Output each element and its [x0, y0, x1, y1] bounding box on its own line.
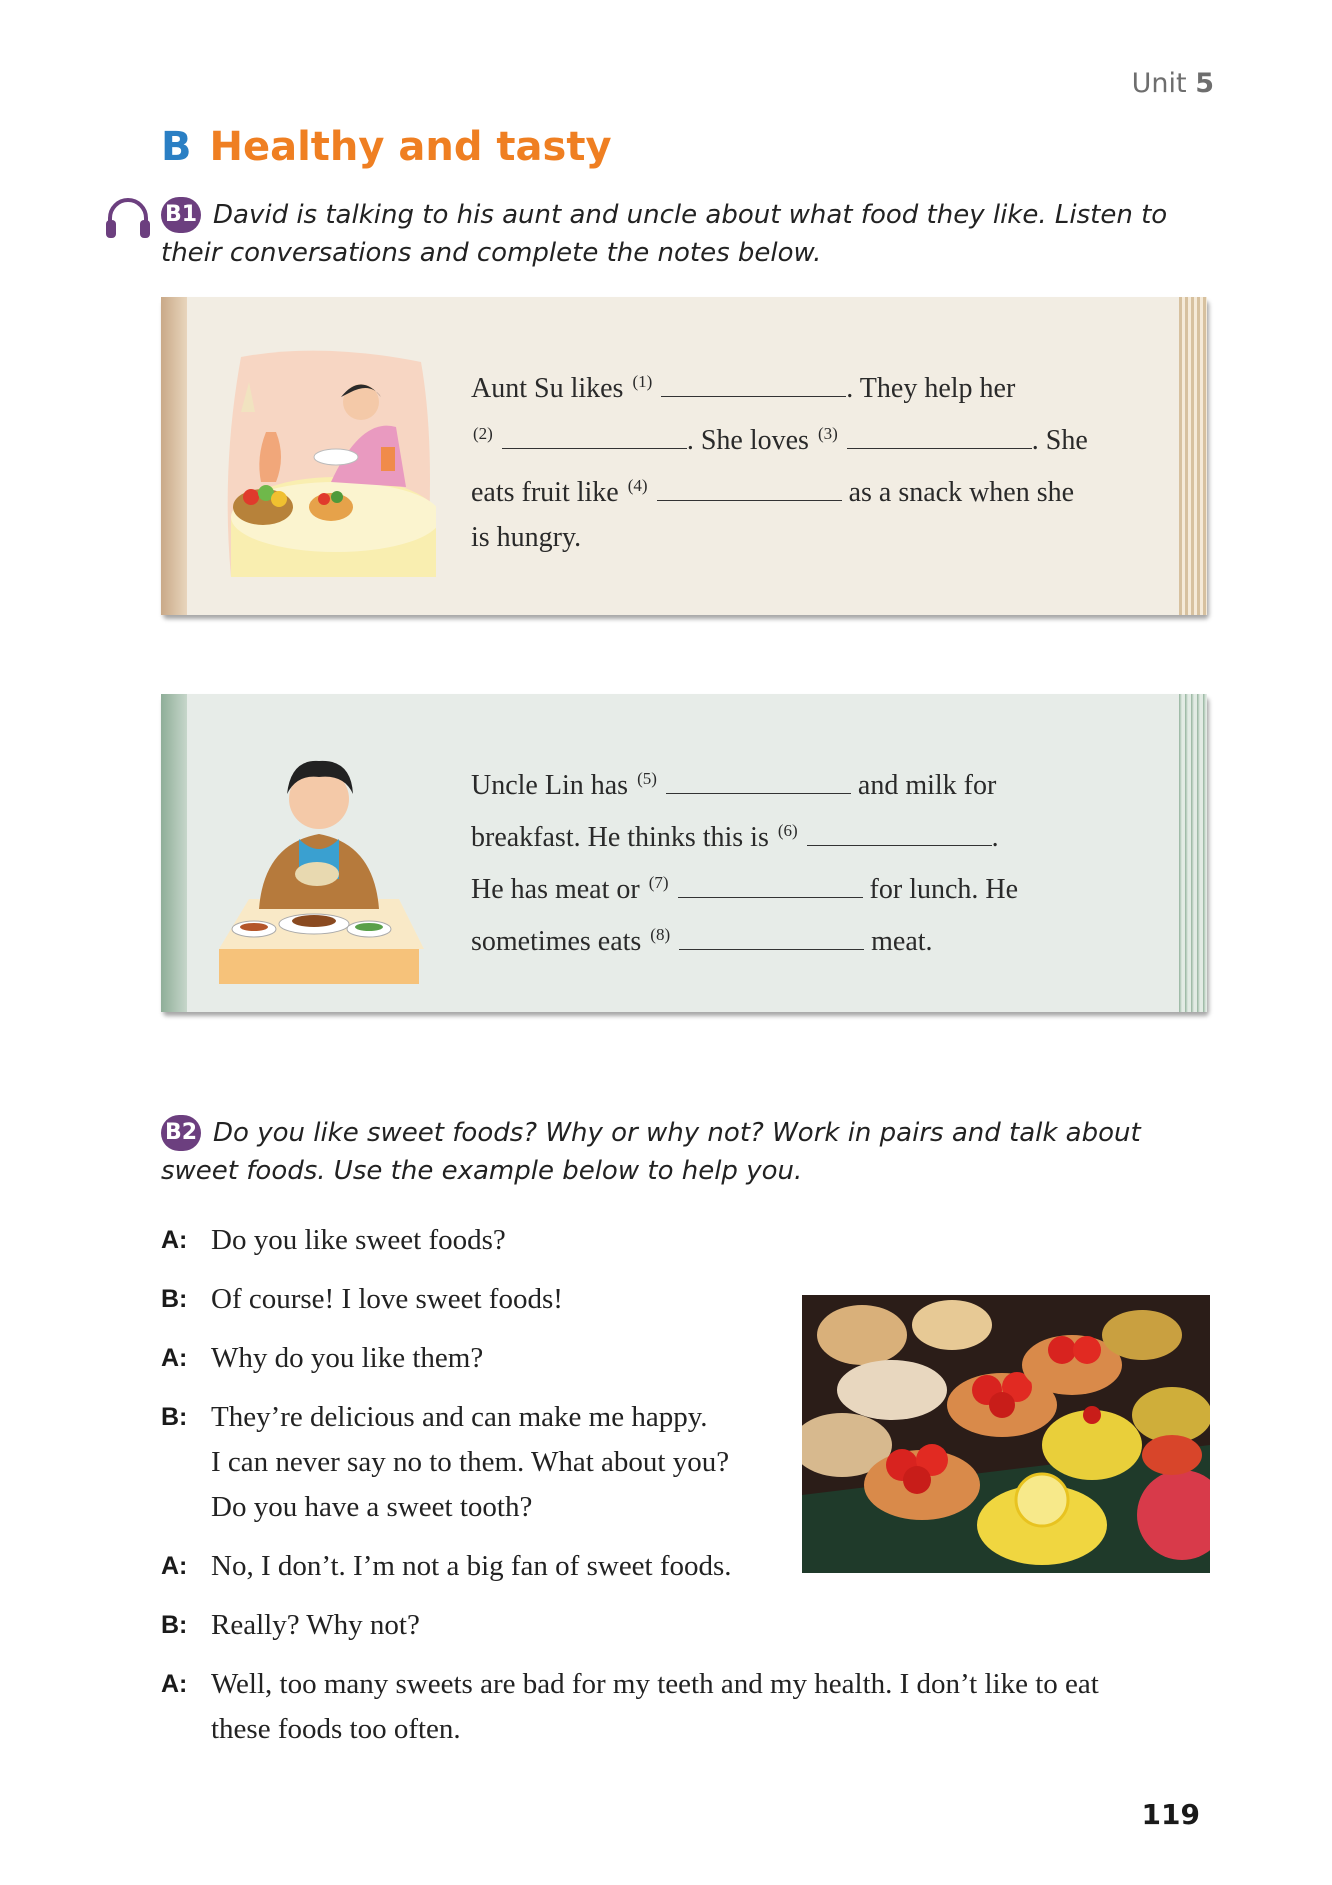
- note-text: . She loves: [686, 425, 809, 456]
- blank-number: (3): [817, 424, 838, 443]
- note-text: Aunt Su likes: [471, 373, 624, 404]
- note2-line-1: [471, 756, 1151, 808]
- section-heading: [161, 124, 612, 170]
- page-number: 119: [1141, 1798, 1200, 1831]
- note1-line-2: [471, 411, 1151, 463]
- note-text: and milk for: [857, 770, 997, 801]
- speech-text: Do you have a sweet tooth?: [211, 1491, 533, 1523]
- speaker-label: A:: [161, 1552, 188, 1580]
- speech-text: Of course! I love sweet foods!: [211, 1283, 563, 1315]
- note-text: .: [991, 822, 999, 853]
- speaker-label: B:: [161, 1285, 188, 1313]
- note-text: for lunch. He: [869, 874, 1019, 905]
- speech-text: Really? Why not?: [211, 1609, 420, 1641]
- answer-blank-8[interactable]: [679, 927, 864, 950]
- speaker-label: A:: [161, 1670, 188, 1698]
- speech-text: Why do you like them?: [211, 1342, 484, 1374]
- answer-blank-7[interactable]: [678, 875, 863, 898]
- b2-instruction: [161, 1114, 1221, 1190]
- note1-line-3: [471, 463, 1151, 515]
- speaker-label: A:: [161, 1344, 188, 1372]
- speaker-label: B:: [161, 1611, 188, 1639]
- speaker-label: A:: [161, 1226, 188, 1254]
- unit-label: [1132, 68, 1214, 99]
- note-text: Uncle Lin has: [471, 770, 629, 801]
- answer-blank-4[interactable]: [657, 478, 842, 501]
- dialogue-line: [161, 1603, 1099, 1648]
- note-text: breakfast. He thinks this is: [471, 822, 769, 853]
- blank-number: (6): [777, 821, 798, 840]
- note-text: sometimes eats: [471, 926, 642, 957]
- speech-text: I can never say no to them. What about you?: [211, 1446, 730, 1478]
- answer-blank-5[interactable]: [666, 771, 851, 794]
- note-spine-right: [1179, 297, 1207, 615]
- note-text: as a snack when she: [848, 477, 1075, 508]
- b1-instruction-text: David is talking to his aunt and uncle about what food they like. Listen to their conversations and complete the notes below.: [161, 200, 1168, 268]
- speech-text: Well, too many sweets are bad for my teeth and my health. I don’t like to eat: [211, 1668, 1099, 1700]
- b1-badge: B1: [161, 197, 201, 233]
- speaker-label: B:: [161, 1403, 188, 1431]
- speech-text: Do you like sweet foods?: [211, 1224, 506, 1256]
- b2-instruction-text: Do you like sweet foods? Why or why not? Work in pairs and talk about sweet foods. Use the example below to help you.: [161, 1118, 1141, 1186]
- blank-number: (8): [650, 925, 671, 944]
- section-letter: B: [161, 124, 192, 170]
- dialogue-line: [161, 1662, 1099, 1752]
- blank-number: (4): [627, 476, 648, 495]
- speech-text: They’re delicious and can make me happy.: [211, 1401, 708, 1433]
- speech-text: these foods too often.: [211, 1713, 461, 1745]
- note-text: . She: [1031, 425, 1088, 456]
- pastries-photo: [802, 1295, 1210, 1573]
- dialogue-line: [161, 1218, 1099, 1263]
- unit-number: 5: [1195, 68, 1214, 99]
- note2-line-3: [471, 860, 1151, 912]
- note1-line-1: [471, 359, 1151, 411]
- note-box-uncle-lin: [161, 694, 1207, 1012]
- answer-blank-1[interactable]: [661, 374, 846, 397]
- answer-blank-3[interactable]: [847, 426, 1032, 449]
- note2-line-2: [471, 808, 1151, 860]
- note2-line-4: [471, 912, 1151, 964]
- unit-word: Unit: [1131, 68, 1187, 99]
- note1-line-4: [471, 515, 1151, 560]
- note-text: He has meat or: [471, 874, 640, 905]
- note-spine-left: [161, 297, 187, 615]
- uncle-lin-illustration: [219, 749, 424, 984]
- blank-number: (2): [473, 424, 493, 443]
- section-title: Healthy and tasty: [209, 124, 612, 170]
- blank-number: (1): [632, 372, 653, 391]
- note-text: meat.: [871, 926, 933, 957]
- speech-text: No, I don’t. I’m not a big fan of sweet foods.: [211, 1550, 732, 1582]
- answer-blank-2[interactable]: [502, 426, 687, 449]
- b2-badge: B2: [161, 1115, 201, 1151]
- note-spine-right: [1179, 694, 1207, 1012]
- aunt-su-illustration: [221, 347, 436, 587]
- note-text: is hungry.: [471, 522, 582, 553]
- answer-blank-6[interactable]: [807, 823, 992, 846]
- note-text-aunt-su: [471, 359, 1151, 560]
- headphones-icon[interactable]: [104, 196, 152, 240]
- note-text-uncle-lin: [471, 756, 1151, 964]
- note-box-aunt-su: [161, 297, 1207, 615]
- b1-instruction: [161, 196, 1221, 272]
- note-text: eats fruit like: [471, 477, 619, 508]
- note-text: . They help her: [846, 373, 1016, 404]
- blank-number: (5): [637, 769, 657, 788]
- blank-number: (7): [648, 873, 669, 892]
- note-spine-left: [161, 694, 187, 1012]
